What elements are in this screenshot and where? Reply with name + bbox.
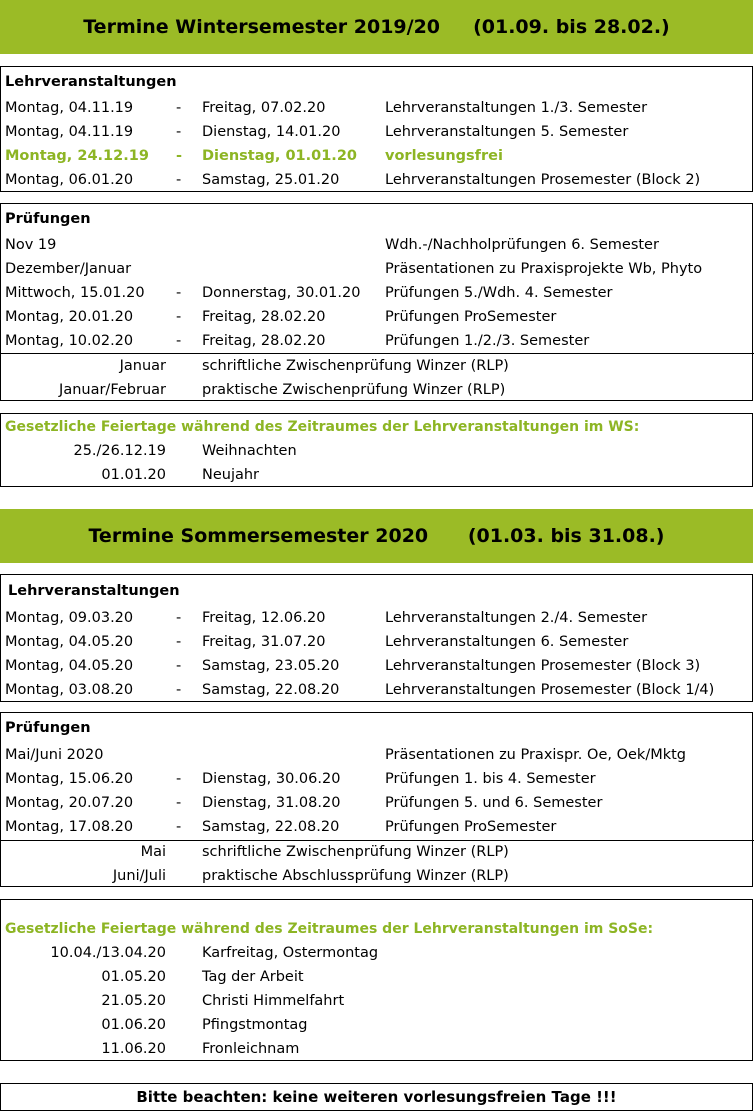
holiday-date: 01.06.20	[101, 1017, 166, 1033]
event-description: Präsentationen zu Praxispr. Oe, Oek/Mktg	[385, 747, 686, 763]
date-to: Donnerstag, 30.01.20	[202, 285, 361, 301]
summer-pruef-heading: Prüfungen	[5, 720, 91, 736]
event-description: Lehrveranstaltungen 6. Semester	[385, 634, 629, 650]
table-row	[1, 281, 752, 305]
table-row	[1, 606, 752, 630]
holiday-row	[1, 439, 752, 463]
holiday-row	[1, 463, 752, 487]
date-from: Montag, 15.06.20	[5, 771, 134, 787]
date-from: Montag, 06.01.20	[5, 172, 134, 188]
holiday-date: 01.05.20	[101, 969, 166, 985]
date-from: Montag, 04.05.20	[5, 634, 134, 650]
holiday-name: Karfreitag, Ostermontag	[202, 945, 379, 961]
holiday-name: Fronleichnam	[202, 1041, 300, 1057]
date-to: Freitag, 28.02.20	[202, 333, 326, 349]
holiday-row	[1, 1037, 752, 1061]
date-dash: -	[176, 172, 182, 188]
holiday-name: Tag der Arbeit	[202, 969, 304, 985]
winter-feiertage-section	[0, 413, 753, 487]
table-row	[1, 329, 752, 353]
table-row	[1, 678, 752, 702]
date-from: Montag, 17.08.20	[5, 819, 134, 835]
date-from: Montag, 20.01.20	[5, 309, 134, 325]
holiday-date: 01.01.20	[101, 467, 166, 483]
holiday-date: 25./26.12.19	[73, 443, 166, 459]
date-dash: -	[176, 634, 182, 650]
holiday-row	[1, 1013, 752, 1037]
summer-lehr-section	[0, 574, 753, 702]
date-dash: -	[176, 124, 182, 140]
summer-feiertage-section	[0, 899, 753, 1061]
date-from: Montag, 24.12.19	[5, 148, 149, 164]
date-from: Montag, 04.11.19	[5, 124, 134, 140]
table-row	[1, 257, 752, 281]
summer-lehr-heading: Lehrveranstaltungen	[8, 583, 180, 599]
date-from: Montag, 20.07.20	[5, 795, 134, 811]
winzer-period: Januar/Februar	[59, 382, 166, 398]
winter-title: Termine Wintersemester 2019/20 (01.09. bis 28.02.)	[83, 16, 670, 38]
summer-title-banner	[0, 509, 753, 563]
winter-feiertage-heading: Gesetzliche Feiertage während des Zeitraumes der Lehrveranstaltungen im WS:	[5, 419, 640, 435]
holiday-name: Pfingstmontag	[202, 1017, 308, 1033]
winzer-description: schriftliche Zwischenprüfung Winzer (RLP)	[202, 358, 509, 374]
winter-lehr-section	[0, 66, 753, 192]
table-row	[1, 120, 752, 144]
date-dash: -	[176, 819, 182, 835]
date-to: Freitag, 28.02.20	[202, 309, 326, 325]
date-to: Samstag, 23.05.20	[202, 658, 340, 674]
table-row	[1, 305, 752, 329]
date-from: Montag, 03.08.20	[5, 682, 134, 698]
date-from: Nov 19	[5, 237, 57, 253]
winzer-description: praktische Zwischenprüfung Winzer (RLP)	[202, 382, 506, 398]
table-row	[1, 233, 752, 257]
event-description: Prüfungen 5./Wdh. 4. Semester	[385, 285, 613, 301]
winter-title-banner	[0, 0, 753, 54]
winter-pruef-section	[0, 203, 753, 401]
event-description: Lehrveranstaltungen Prosemester (Block 2)	[385, 172, 701, 188]
holiday-date: 11.06.20	[101, 1041, 166, 1057]
date-to: Dienstag, 01.01.20	[202, 148, 357, 164]
holiday-row	[1, 989, 752, 1013]
table-row	[1, 815, 752, 839]
date-from: Dezember/Januar	[5, 261, 132, 277]
table-row-highlighted	[1, 144, 752, 168]
table-row	[1, 630, 752, 654]
winzer-row	[1, 354, 752, 378]
final-note: Bitte beachten: keine weiteren vorlesungsfreien Tage !!!	[0, 1083, 753, 1111]
date-dash: -	[176, 795, 182, 811]
date-to: Freitag, 12.06.20	[202, 610, 326, 626]
date-from: Montag, 10.02.20	[5, 333, 134, 349]
date-to: Samstag, 25.01.20	[202, 172, 340, 188]
date-dash: -	[176, 771, 182, 787]
date-dash: -	[176, 285, 182, 301]
date-to: Freitag, 07.02.20	[202, 100, 326, 116]
event-description: Prüfungen 1. bis 4. Semester	[385, 771, 596, 787]
event-description: Prüfungen 5. und 6. Semester	[385, 795, 603, 811]
date-dash: -	[176, 309, 182, 325]
date-dash: -	[176, 333, 182, 349]
date-to: Dienstag, 31.08.20	[202, 795, 341, 811]
event-description: Prüfungen 1./2./3. Semester	[385, 333, 590, 349]
table-row	[1, 743, 752, 767]
holiday-name: Christi Himmelfahrt	[202, 993, 345, 1009]
holiday-date: 21.05.20	[101, 993, 166, 1009]
date-dash: -	[176, 100, 182, 116]
date-dash: -	[176, 682, 182, 698]
date-to: Dienstag, 30.06.20	[202, 771, 341, 787]
date-from: Mittwoch, 15.01.20	[5, 285, 145, 301]
date-from: Montag, 04.11.19	[5, 100, 134, 116]
event-description: Lehrveranstaltungen Prosemester (Block 1/4)	[385, 682, 715, 698]
event-description: Lehrveranstaltungen Prosemester (Block 3)	[385, 658, 701, 674]
winzer-row	[1, 378, 752, 402]
holiday-name: Neujahr	[202, 467, 260, 483]
event-description: Prüfungen ProSemester	[385, 309, 557, 325]
date-to: Samstag, 22.08.20	[202, 682, 340, 698]
winzer-period: Juni/Juli	[112, 868, 166, 884]
winzer-description: praktische Abschlussprüfung Winzer (RLP)	[202, 868, 509, 884]
event-description: Lehrveranstaltungen 5. Semester	[385, 124, 629, 140]
holiday-name: Weihnachten	[202, 443, 297, 459]
date-to: Dienstag, 14.01.20	[202, 124, 341, 140]
table-row	[1, 791, 752, 815]
table-row	[1, 168, 752, 192]
date-dash: -	[176, 610, 182, 626]
table-row	[1, 767, 752, 791]
date-dash: -	[176, 658, 182, 674]
event-description: Prüfungen ProSemester	[385, 819, 557, 835]
event-description: Lehrveranstaltungen 1./3. Semester	[385, 100, 648, 116]
winter-lehr-heading: Lehrveranstaltungen	[5, 74, 177, 90]
event-description: Wdh.-/Nachholprüfungen 6. Semester	[385, 237, 659, 253]
summer-pruef-section	[0, 712, 753, 887]
holiday-date: 10.04./13.04.20	[50, 945, 166, 961]
summer-title: Termine Sommersemester 2020 (01.03. bis 31.08.)	[88, 525, 665, 547]
table-row	[1, 96, 752, 120]
event-description: vorlesungsfrei	[385, 148, 503, 164]
winzer-period: Mai	[140, 844, 166, 860]
table-row	[1, 654, 752, 678]
date-dash: -	[176, 148, 183, 164]
winzer-row	[1, 840, 752, 864]
winzer-period: Januar	[119, 358, 166, 374]
summer-feiertage-heading: Gesetzliche Feiertage während des Zeitraumes der Lehrveranstaltungen im SoSe:	[5, 921, 654, 937]
holiday-row	[1, 965, 752, 989]
event-description: Lehrveranstaltungen 2./4. Semester	[385, 610, 648, 626]
date-from: Montag, 04.05.20	[5, 658, 134, 674]
date-from: Mai/Juni 2020	[5, 747, 104, 763]
winzer-row	[1, 864, 752, 888]
winter-pruef-heading: Prüfungen	[5, 211, 91, 227]
winzer-description: schriftliche Zwischenprüfung Winzer (RLP)	[202, 844, 509, 860]
date-from: Montag, 09.03.20	[5, 610, 134, 626]
date-to: Freitag, 31.07.20	[202, 634, 326, 650]
holiday-row	[1, 941, 752, 965]
date-to: Samstag, 22.08.20	[202, 819, 340, 835]
event-description: Präsentationen zu Praxisprojekte Wb, Phyto	[385, 261, 703, 277]
